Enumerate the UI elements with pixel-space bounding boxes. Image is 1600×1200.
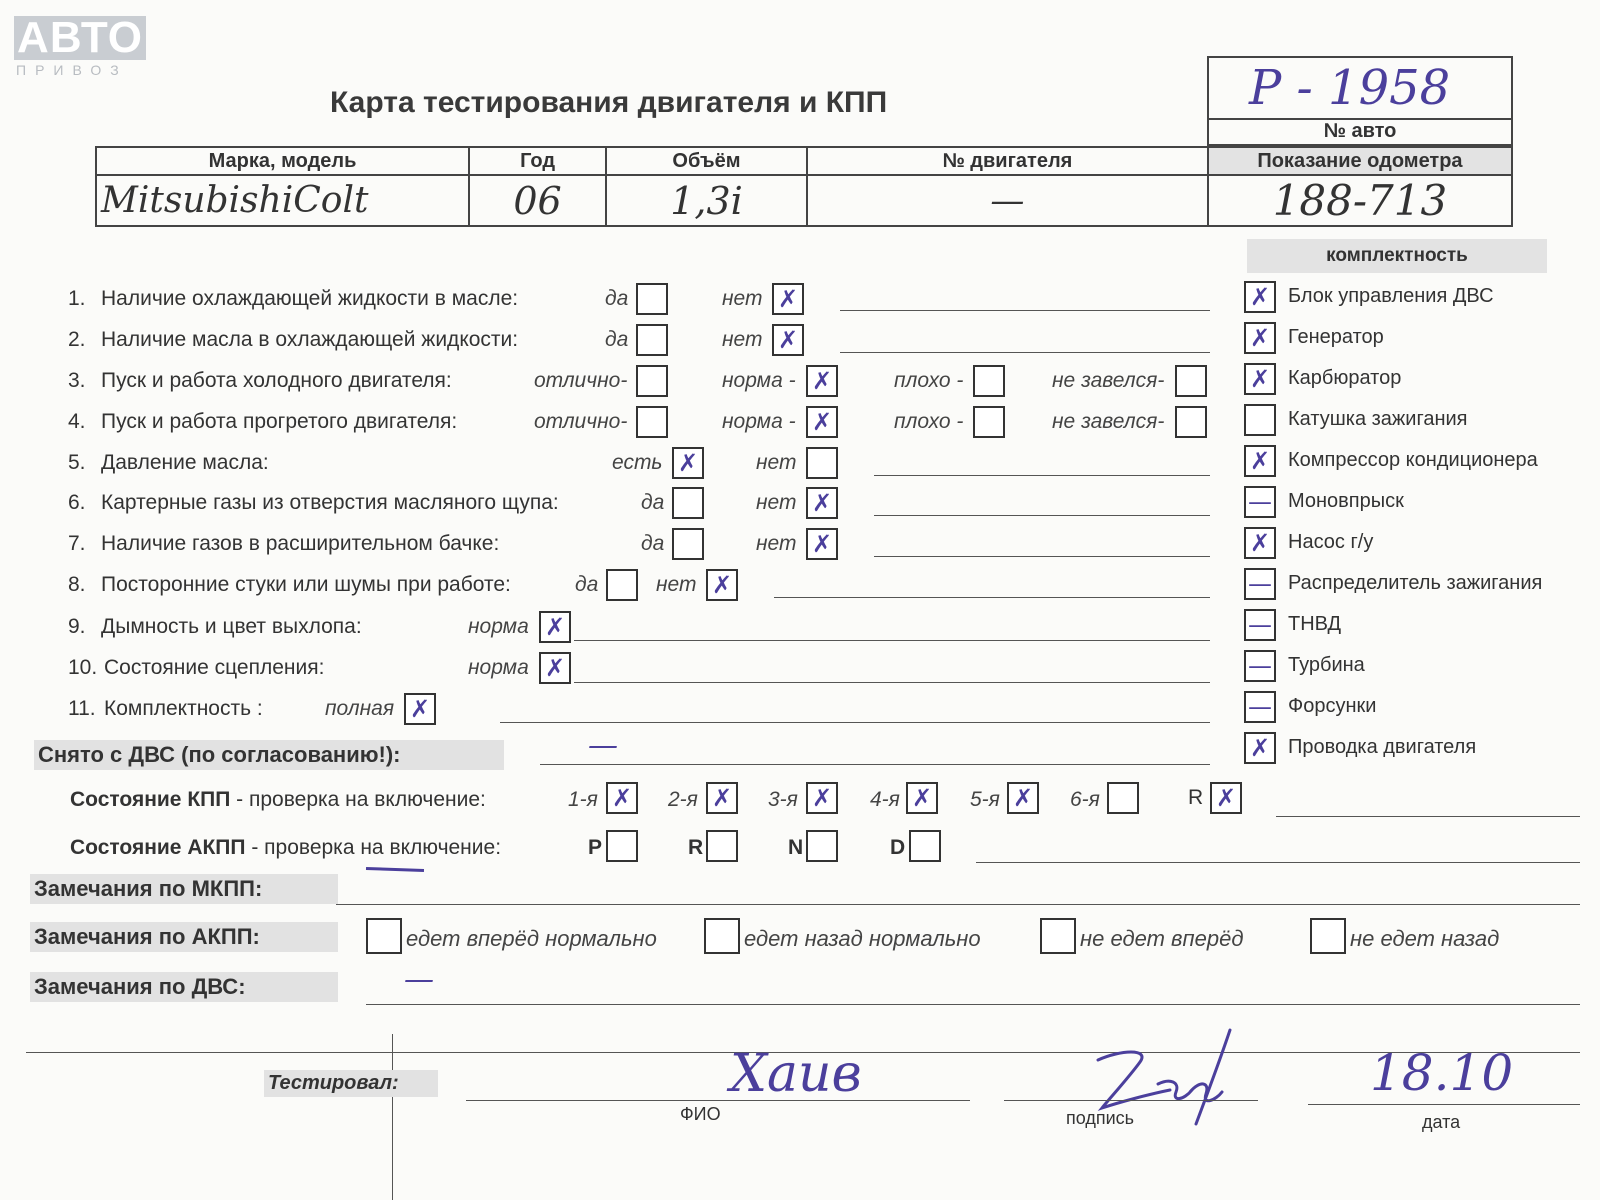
q5-opt2-label: нет xyxy=(756,451,797,474)
header-table xyxy=(95,146,1513,227)
gear-6-checkbox[interactable] xyxy=(1107,782,1139,814)
question-10-text: Состояние сцепления: xyxy=(104,656,325,679)
q4-opt4-label: не завелся- xyxy=(1052,410,1165,433)
q4-opt4-checkbox[interactable] xyxy=(1175,406,1207,438)
q8-opt1-checkbox[interactable] xyxy=(606,569,638,601)
akpp-remark-2-label: едет назад нормально xyxy=(744,926,981,951)
completeness-item-8: Распределитель зажигания xyxy=(1288,572,1543,594)
q6-opt2-checkbox[interactable]: ✗ xyxy=(806,487,838,519)
remarks-mkpp-label: Замечания по МКПП: xyxy=(30,874,338,904)
question-6-number: 6. xyxy=(68,491,86,514)
fio-value: Хаив xyxy=(730,1044,862,1104)
gear-5-checkbox[interactable]: ✗ xyxy=(1007,782,1039,814)
akpp-r-checkbox[interactable] xyxy=(706,830,738,862)
akpp-n-checkbox[interactable] xyxy=(806,830,838,862)
completeness-checkbox-10[interactable]: — xyxy=(1244,650,1276,682)
completeness-checkbox-7[interactable]: ✗ xyxy=(1244,527,1276,559)
q3-opt4-checkbox[interactable] xyxy=(1175,365,1207,397)
q8-comment-line[interactable] xyxy=(774,597,1210,598)
completeness-checkbox-11[interactable]: — xyxy=(1244,691,1276,723)
completeness-item-12: Проводка двигателя xyxy=(1288,736,1477,758)
kpp-label-rest: - проверка на включение: xyxy=(230,788,486,811)
q4-opt1-checkbox[interactable] xyxy=(636,406,668,438)
car-number-box xyxy=(1207,56,1513,146)
akpp-p-checkbox[interactable] xyxy=(606,830,638,862)
completeness-checkbox-8[interactable]: — xyxy=(1244,568,1276,600)
header-col-model: Марка, модель xyxy=(96,147,469,175)
header-col-volume: Объём xyxy=(606,147,807,175)
akpp-remark-4-label: не едет назад xyxy=(1350,926,1500,951)
q8-opt1-label: да xyxy=(575,573,599,596)
q3-opt3-checkbox[interactable] xyxy=(973,365,1005,397)
akpp-remark-2-checkbox[interactable] xyxy=(704,918,740,954)
completeness-title: комплектность xyxy=(1247,239,1547,273)
gear-1-label: 1-я xyxy=(568,788,598,811)
q1-opt1-checkbox[interactable] xyxy=(636,283,668,315)
akpp-r-label: R xyxy=(688,836,704,859)
q10-opt1-checkbox[interactable]: ✗ xyxy=(539,652,571,684)
completeness-item-1: Блок управления ДВС xyxy=(1288,285,1494,307)
header-col-odometer: Показание одометра xyxy=(1208,147,1512,175)
remarks-dvs-line[interactable] xyxy=(366,1004,1580,1005)
q7-opt2-label: нет xyxy=(756,532,797,555)
q8-opt2-checkbox[interactable]: ✗ xyxy=(706,569,738,601)
akpp-remark-3-checkbox[interactable] xyxy=(1040,918,1076,954)
date-label: дата xyxy=(1422,1112,1461,1132)
akpp-label-rest: - проверка на включение: xyxy=(245,836,502,859)
completeness-item-10: Турбина xyxy=(1288,654,1365,676)
removed-label: Снято с ДВС (по согласованию!): xyxy=(34,740,504,770)
question-9-number: 9. xyxy=(68,615,86,638)
remarks-dvs-label: Замечания по ДВС: xyxy=(30,972,338,1002)
completeness-checkbox-6[interactable]: — xyxy=(1244,486,1276,518)
akpp-d-label: D xyxy=(890,836,906,859)
q3-opt3-label: плохо - xyxy=(894,369,964,392)
akpp-remark-1-label: едет вперёд нормально xyxy=(406,926,657,951)
q3-opt2-label: норма - xyxy=(722,369,796,392)
header-value-year: 06 xyxy=(469,175,606,226)
header-value-volume: 1,3i xyxy=(606,175,807,226)
question-11-number: 11. xyxy=(68,697,96,720)
completeness-item-6: Моновпрыск xyxy=(1288,490,1404,512)
q6-comment-line[interactable] xyxy=(874,515,1210,516)
remarks-dvs-value: — xyxy=(404,962,434,997)
question-5-text: Давление масла: xyxy=(101,451,269,474)
question-2-number: 2. xyxy=(68,328,86,351)
kpp-comment-line[interactable] xyxy=(1276,816,1580,817)
completeness-item-2: Генератор xyxy=(1288,326,1384,348)
logo-sub: ПРИВОЗ xyxy=(16,62,128,78)
q3-opt2-checkbox[interactable]: ✗ xyxy=(806,365,838,397)
completeness-item-7: Насос г/у xyxy=(1288,531,1374,553)
q3-opt1-label: отлично- xyxy=(534,369,628,392)
question-1-text: Наличие охлаждающей жидкости в масле: xyxy=(101,287,519,310)
question-4-text: Пуск и работа прогретого двигателя: xyxy=(101,410,458,433)
question-8-number: 8. xyxy=(68,573,86,596)
header-value-engine-no: — xyxy=(807,175,1208,226)
remarks-mkpp-line[interactable] xyxy=(336,904,1580,905)
kpp-label-bold: Состояние КПП xyxy=(70,788,231,811)
q6-opt1-label: да xyxy=(641,491,665,514)
completeness-checkbox-2[interactable]: ✗ xyxy=(1244,322,1276,354)
kpp-row-label xyxy=(70,788,486,812)
q5-comment-line[interactable] xyxy=(874,475,1210,476)
signature-label: подпись xyxy=(1066,1108,1135,1128)
akpp-remark-4-checkbox[interactable] xyxy=(1310,918,1346,954)
q7-comment-line[interactable] xyxy=(874,556,1210,557)
q9-opt1-checkbox[interactable]: ✗ xyxy=(539,611,571,643)
question-7-text: Наличие газов в расширительном бачке: xyxy=(101,532,500,555)
akpp-underline-mark xyxy=(366,867,424,872)
gear-2-checkbox[interactable]: ✗ xyxy=(706,782,738,814)
q3-opt4-label: не завелся- xyxy=(1052,369,1165,392)
fio-label: ФИО xyxy=(680,1104,721,1124)
akpp-d-checkbox[interactable] xyxy=(909,830,941,862)
akpp-n-label: N xyxy=(788,836,804,859)
completeness-checkbox-12[interactable]: ✗ xyxy=(1244,732,1276,764)
akpp-remark-3-label: не едет вперёд xyxy=(1080,926,1244,951)
question-4-number: 4. xyxy=(68,410,86,433)
header-col-year: Год xyxy=(469,147,606,175)
removed-line[interactable] xyxy=(540,764,1210,765)
header-col-engine-no: № двигателя xyxy=(807,147,1208,175)
q11-opt1-label: полная xyxy=(325,697,395,720)
akpp-comment-line[interactable] xyxy=(976,862,1580,863)
q4-opt2-label: норма - xyxy=(722,410,796,433)
car-number-value: Р - 1958 xyxy=(1249,60,1451,116)
q4-opt3-label: плохо - xyxy=(894,410,964,433)
completeness-item-4: Катушка зажигания xyxy=(1288,408,1468,430)
completeness-checkbox-9[interactable]: — xyxy=(1244,609,1276,641)
gear-5-label: 5-я xyxy=(970,788,1000,811)
q9-opt1-label: норма xyxy=(468,615,529,638)
fio-line[interactable] xyxy=(466,1100,970,1101)
q1-comment-line[interactable] xyxy=(840,310,1210,311)
completeness-checkbox-1[interactable]: ✗ xyxy=(1244,281,1276,313)
q7-opt1-label: да xyxy=(641,532,665,555)
q1-opt2-checkbox[interactable]: ✗ xyxy=(772,283,804,315)
question-3-number: 3. xyxy=(68,369,86,392)
q2-opt2-label: нет xyxy=(722,328,763,351)
q5-opt2-checkbox[interactable] xyxy=(806,447,838,479)
question-6-text: Картерные газы из отверстия масляного щупа: xyxy=(101,491,559,514)
tested-by-label: Тестировал: xyxy=(264,1070,438,1097)
q8-opt2-label: нет xyxy=(656,573,697,596)
completeness-item-11: Форсунки xyxy=(1288,695,1377,717)
question-2-text: Наличие масла в охлаждающей жидкости: xyxy=(101,328,519,351)
q2-opt1-label: да xyxy=(605,328,629,351)
gear-4-label: 4-я xyxy=(870,788,900,811)
gear-2-label: 2-я xyxy=(668,788,698,811)
q4-opt1-label: отлично- xyxy=(534,410,628,433)
completeness-checkbox-4[interactable] xyxy=(1244,404,1276,436)
removed-value: — xyxy=(588,728,618,763)
date-line[interactable] xyxy=(1308,1104,1580,1105)
q1-opt2-label: нет xyxy=(722,287,763,310)
question-8-text: Посторонние стуки или шумы при работе: xyxy=(101,573,511,596)
q4-opt3-checkbox[interactable] xyxy=(973,406,1005,438)
gear-r-checkbox[interactable]: ✗ xyxy=(1210,782,1242,814)
question-9-text: Дымность и цвет выхлопа: xyxy=(101,615,362,638)
question-3-text: Пуск и работа холодного двигателя: xyxy=(101,369,452,392)
q4-opt2-checkbox[interactable]: ✗ xyxy=(806,406,838,438)
q2-opt1-checkbox[interactable] xyxy=(636,324,668,356)
q6-opt1-checkbox[interactable] xyxy=(672,487,704,519)
gear-4-checkbox[interactable]: ✗ xyxy=(906,782,938,814)
signature-line[interactable] xyxy=(1004,1100,1258,1101)
akpp-label-bold: Состояние АКПП xyxy=(70,836,246,859)
q1-opt1-label: да xyxy=(605,287,629,310)
q6-opt2-label: нет xyxy=(756,491,797,514)
gear-r-label: R xyxy=(1188,786,1204,809)
car-number-label: № авто xyxy=(1323,120,1397,142)
gear-6-label: 6-я xyxy=(1070,788,1100,811)
q7-opt2-checkbox[interactable]: ✗ xyxy=(806,528,838,560)
logo xyxy=(14,13,146,78)
footer-vertical-line xyxy=(392,1034,393,1200)
completeness-checkbox-5[interactable]: ✗ xyxy=(1244,445,1276,477)
akpp-row-label xyxy=(70,836,501,860)
q11-comment-line[interactable] xyxy=(500,722,1210,723)
q5-opt1-checkbox[interactable]: ✗ xyxy=(672,447,704,479)
header-value-odometer: 188-713 xyxy=(1208,175,1512,226)
gear-3-checkbox[interactable]: ✗ xyxy=(806,782,838,814)
date-value: 18.10 xyxy=(1370,1044,1514,1102)
akpp-p-label: P xyxy=(588,836,603,859)
gear-1-checkbox[interactable]: ✗ xyxy=(606,782,638,814)
q7-opt1-checkbox[interactable] xyxy=(672,528,704,560)
completeness-item-9: ТНВД xyxy=(1288,613,1342,635)
header-value-model: MitsubishiColt xyxy=(96,175,469,226)
q10-comment-line[interactable] xyxy=(574,682,1210,683)
completeness-item-5: Компрессор кондиционера xyxy=(1288,449,1538,471)
logo-main: АВТО xyxy=(14,16,146,60)
remarks-akpp-label: Замечания по АКПП: xyxy=(30,922,338,952)
question-7-number: 7. xyxy=(68,532,86,555)
q2-opt2-checkbox[interactable]: ✗ xyxy=(772,324,804,356)
completeness-item-3: Карбюратор xyxy=(1288,367,1402,389)
akpp-remark-1-checkbox[interactable] xyxy=(366,918,402,954)
gear-3-label: 3-я xyxy=(768,788,798,811)
question-10-number: 10. xyxy=(68,656,98,679)
q2-comment-line[interactable] xyxy=(840,352,1210,353)
completeness-checkbox-3[interactable]: ✗ xyxy=(1244,363,1276,395)
q11-opt1-checkbox[interactable]: ✗ xyxy=(404,693,436,725)
question-11-text: Комплектность : xyxy=(104,697,263,720)
question-5-number: 5. xyxy=(68,451,86,474)
q3-opt1-checkbox[interactable] xyxy=(636,365,668,397)
q9-comment-line[interactable] xyxy=(574,640,1210,641)
question-1-number: 1. xyxy=(68,287,86,310)
q10-opt1-label: норма xyxy=(468,656,529,679)
page-title: Карта тестирования двигателя и КПП xyxy=(330,86,888,119)
q5-opt1-label: есть xyxy=(612,451,663,474)
